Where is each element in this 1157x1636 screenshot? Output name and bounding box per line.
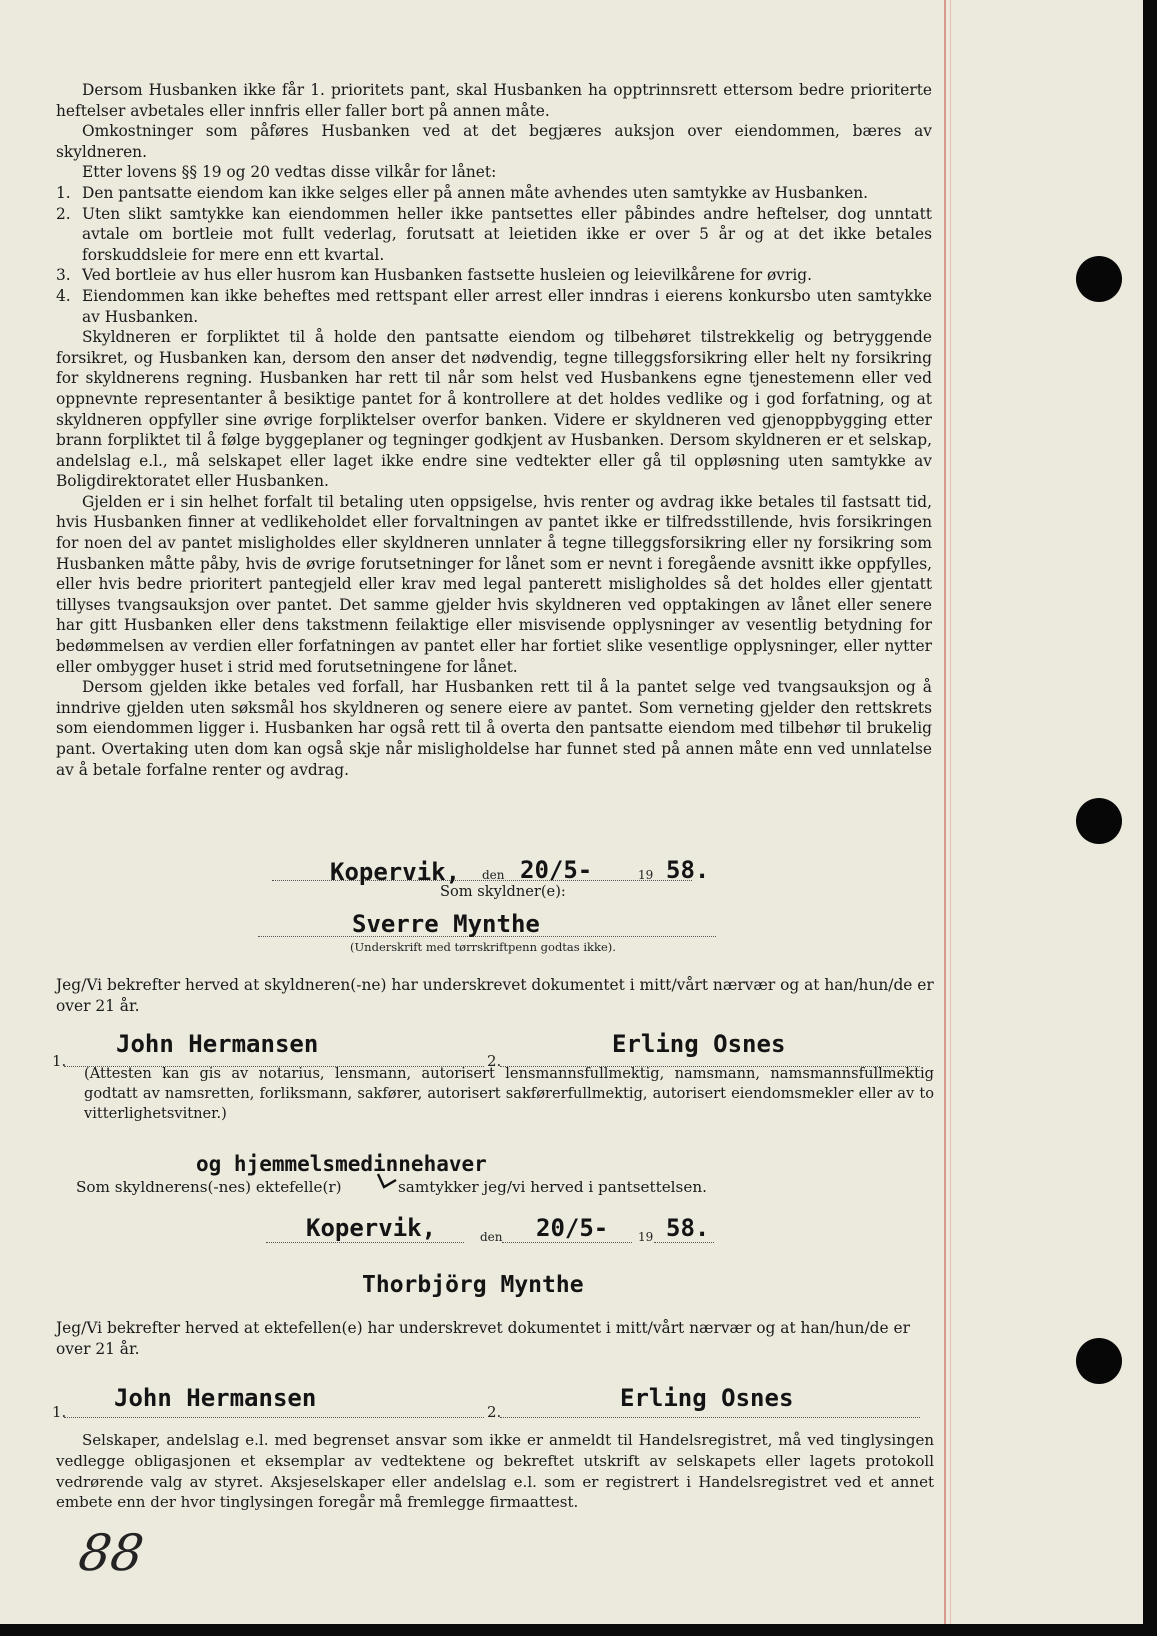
condition-item <box>56 286 932 327</box>
condition-text: Uten slikt samtykke kan eiendommen heller ikke pantsettes eller påbindes andre heftelser, dog unntatt avtale om bortleie mot fullt vederlag, forutsatt at leietiden ikke er over 5 år og at det ikke betales forskuddsleie for mere enn ett kvartal. <box>82 204 932 264</box>
paragraph-enforcement: Dersom gjelden ikke betales ved forfall, har Husbanken rett til å la pantet selge ved tvangsauksjon og å inndrive gjelden uten søksmål hos skyldneren og senere eiere av pantet. Som verneting gjelder den rettskrets som eiendommen ligger i. Husbanken har også rett til å overta den pantsatte eiendom med tilbehør til brukelig pant. Overtaking uten dom kan også skje når misligholdelse har funnet sted på annen måte enn ved unnlatelse av å betale forfalne renter og avdrag. <box>56 678 932 779</box>
den-label: den <box>482 868 505 882</box>
condition-text: Ved bortleie av hus eller husrom kan Husbanken fastsette husleien og leievilkårene for øvrig. <box>82 266 813 285</box>
sign-date: 20/5- <box>520 856 593 884</box>
sign-place: Kopervik, <box>306 1214 437 1242</box>
witness-line <box>500 1417 920 1418</box>
spouse-witness-confirmation: Jeg/Vi bekrefter herved at ektefellen(e) har underskrevet dokumentet i mitt/vårt nærvær og at han/hun/de er over 21 år. <box>56 1319 910 1358</box>
sign-place: Kopervik, <box>330 858 461 886</box>
loan-terms <box>56 80 932 780</box>
condition-item <box>56 204 932 266</box>
witness-number: 2. <box>487 1052 502 1070</box>
witness-number: 1. <box>52 1403 67 1421</box>
margin-line <box>944 0 946 1624</box>
punch-hole <box>1076 1338 1122 1384</box>
spouse-consent-a: Som skyldnerens(-nes) ektefelle(r) <box>76 1178 342 1196</box>
signature-note: (Underskrift med tørrskriftpenn godtas ikke). <box>350 940 616 954</box>
punch-hole <box>1076 798 1122 844</box>
checkmark-icon <box>376 1170 398 1190</box>
sign-date: 20/5- <box>536 1214 609 1242</box>
spouse-consent-b: samtykker jeg/vi herved i pantsettelsen. <box>398 1178 707 1196</box>
paragraph-insurance: Skyldneren er forpliktet til å holde den pantsatte eiendom og tilbehøret tilstrekkelig og betryggende forsikret, og Husbanken kan, dersom den anser det nødvendig, tegne tilleggsforsikring eller helt ny forsikring for skyldnerens regning. Husbanken har rett til når som helst ved Husbankens egne tjenestemenn eller ved oppnevnte representanter å besiktige pantet for å kontrollere at det holdes vedlike og i god forfatning, og at skyldneren oppfyller sine øvrige forpliktelser overfor banken. Videre er skyldneren ved gjenoppbygging etter brann forpliktet til å følge byggeplaner og tegninger godkjent av Husbanken. Dersom skyldneren er et selskap, andelslag e.l., må selskapet eller laget ikke endre sine vedtekter eller gå til oppløsning uten samtykke av Boligdirektoratet eller Husbanken. <box>56 328 932 491</box>
witness-1-signature: John Hermansen <box>116 1030 319 1058</box>
witness-number: 1. <box>52 1052 67 1070</box>
condition-number: 4. <box>56 286 71 305</box>
margin-line-inner <box>950 0 951 1624</box>
witness-confirmation: Jeg/Vi bekrefter herved at skyldneren(-ne) har underskrevet dokumentet i mitt/vårt nærvær og at han/hun/de er over 21 år. <box>56 976 934 1015</box>
witness-number: 2. <box>487 1403 502 1421</box>
debtor-signature: Sverre Mynthe <box>352 910 540 938</box>
den-label: den <box>480 1230 503 1244</box>
dotted-line <box>654 1242 714 1243</box>
paragraph-costs: Omkostninger som påføres Husbanken ved at det begjæres auksjon over eiendommen, bæres av skyldneren. <box>56 122 932 161</box>
dotted-line <box>502 1242 632 1243</box>
condition-number: 2. <box>56 204 71 223</box>
condition-number: 1. <box>56 183 71 202</box>
paragraph-conditions-intro: Etter lovens §§ 19 og 20 vedtas disse vilkår for lånet: <box>82 163 497 182</box>
condition-number: 3. <box>56 266 71 285</box>
typed-insertion: og hjemmelsmedinnehaver <box>196 1152 487 1176</box>
century-label: 19 <box>638 868 654 882</box>
century-label: 19 <box>638 1230 654 1244</box>
svg-text:88: 88 <box>75 1523 148 1582</box>
paragraph-default: Gjelden er i sin helhet forfalt til betaling uten oppsigelse, hvis renter og avdrag ikke betales til fastsatt tid, hvis Husbanken finner at vedlikeholdet eller forvaltningen av pantet ikke er tilfredsstillende, hvis forsikringen for noen del av pantet misligholdes eller skyldneren unnlater å tegne tilleggsforsikring eller ny forsikring som Husbanken måtte påby, hvis de øvrige forutsetninger for lånet som er nevnt i foregående avsnitt ikke oppfylles, eller hvis bedre prioritert pantegjeld eller krav med legal panterett misligholdes så det holdes eller gjentatt tillyses tvangsauksjon over pantet. Det samme gjelder hvis skyldneren ved opptakingen av lånet eller senere har gitt Husbanken eller dens takstmenn feilaktige eller misvisende opplysninger av vesentlig betydning for bedømmelsen av verdien eller forfatningen av pantet eller har fortiet slike vesentlige opplysninger, eller nytter eller ombygger huset i strid med forutsetningene for lånet. <box>56 492 932 676</box>
dotted-line <box>266 1242 464 1243</box>
witness-2-signature: Erling Osnes <box>620 1384 794 1412</box>
condition-item <box>56 183 932 204</box>
sign-year: 58. <box>666 856 710 884</box>
sign-year: 58. <box>666 1214 710 1242</box>
paragraph-priority: Dersom Husbanken ikke får 1. prioritets pant, skal Husbanken ha opptrinnsrett ettersom bedre prioriterte heftelser avbetales eller innfris eller faller bort på annen måte. <box>56 81 932 120</box>
condition-item <box>56 265 932 286</box>
attestation-note: (Attesten kan gis av notarius, lensmann, autorisert lensmannsfullmektig, namsmann, namsmannsfullmektig godtatt av namsretten, forliksmann, sakfører, autorisert sakførerfullmektig, autorisert eiendomsmekler eller av to vitterlighetsvitner.) <box>84 1065 934 1122</box>
witness-2-signature: Erling Osnes <box>612 1030 786 1058</box>
spouse-signature: Thorbjörg Mynthe <box>362 1272 584 1298</box>
handwritten-page-mark <box>75 1520 148 1584</box>
witness-line <box>64 1417 484 1418</box>
condition-text: Den pantsatte eiendom kan ikke selges eller på annen måte avhendes uten samtykke av Husbanken. <box>82 183 869 202</box>
debtor-label: Som skyldner(e): <box>440 883 566 900</box>
punch-hole <box>1076 256 1122 302</box>
condition-text: Eiendommen kan ikke beheftes med rettspant eller arrest eller inndras i eierens konkursbo uten samtykke av Husbanken. <box>82 286 932 326</box>
witness-1-signature: John Hermansen <box>114 1384 317 1412</box>
company-requirements: Selskaper, andelslag e.l. med begrenset ansvar som ikke er anmeldt til Handelsregistret, må ved tinglysingen vedlegge obligasjonen et eksemplar av vedtektene og bekreftet utskrift av selskapets eller lagets protokoll vedrørende valg av styret. Aksjeselskaper eller andelslag e.l. som er registrert i Handelsregistret ved et annet embete enn der hvor tinglysingen foregår må fremlegge firmaattest. <box>56 1431 934 1512</box>
